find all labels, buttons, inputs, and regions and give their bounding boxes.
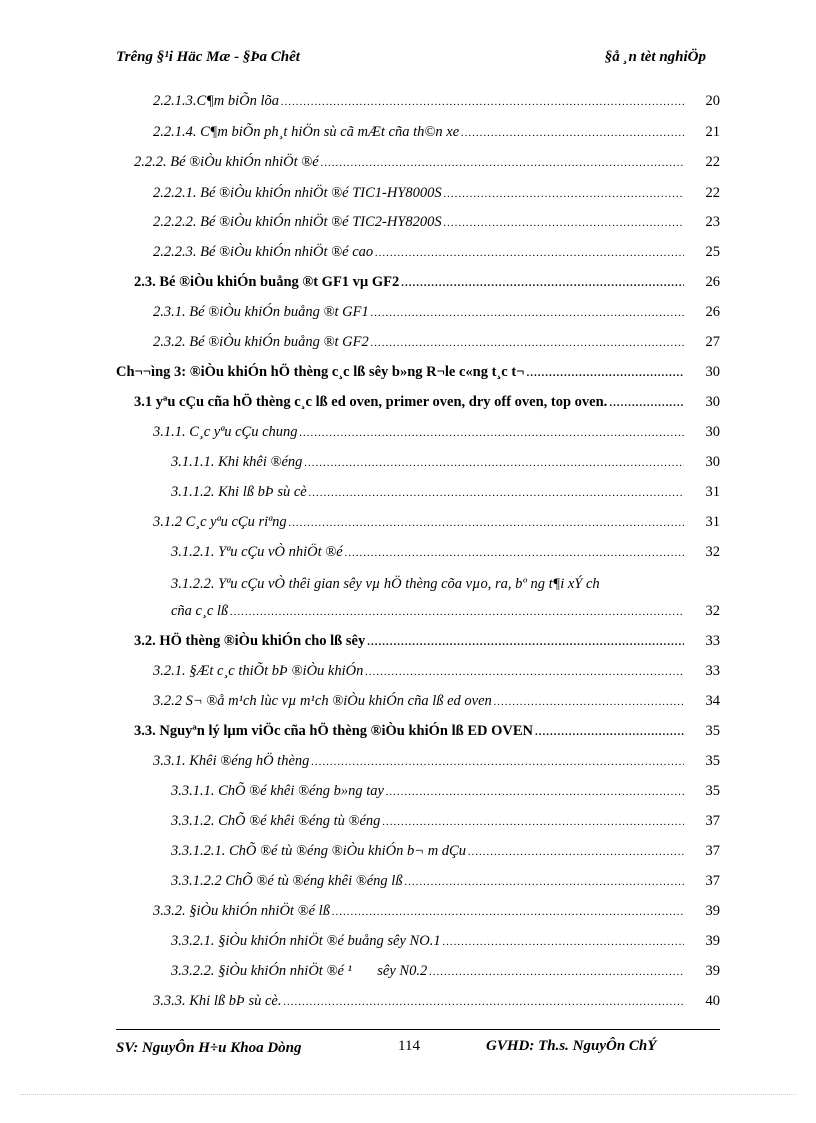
header-left: Trêng §¹i Häc Mæ - §Þa Chêt: [116, 49, 300, 65]
toc-entry-label: 3.3.1.2.2 ChÕ ®é tù ®éng khêi ®éng lß: [171, 873, 403, 889]
toc-leader-dots: [367, 633, 684, 650]
toc-entry-page: 35: [705, 753, 720, 769]
toc-entry-page: 20: [705, 93, 720, 109]
toc-entry-page: 39: [705, 963, 720, 979]
toc-leader-dots: [365, 663, 684, 680]
toc-entry: [171, 544, 720, 572]
toc-entry-label: 3.3.2.2. §iÒu khiÓn nhiÖt ®é ¹ sêy N0.2: [171, 963, 428, 979]
toc-entry: [153, 304, 720, 332]
toc-entry-label: 3.1 yªu cÇu cña hÖ thèng c¸c lß ed oven, primer oven, dry off oven, top oven.: [134, 394, 608, 410]
toc-entry-label: 3.1.1.2. Khi lß bÞ sù cè: [171, 484, 307, 500]
toc-entry-label: 2.3.1. Bé ®iÒu khiÓn buång ®t GF1: [153, 304, 369, 320]
toc-leader-dots: [526, 364, 684, 381]
toc-entry: [153, 214, 720, 242]
footer-student: SV: NguyÔn H÷u Khoa Dòng: [116, 1040, 302, 1056]
toc-entry: [153, 124, 720, 152]
toc-entry-label: 2.2.2. Bé ®iÒu khiÓn nhiÖt ®é: [134, 154, 319, 170]
toc-leader-dots: [444, 214, 684, 231]
toc-leader-dots: [321, 154, 684, 171]
toc-entry: [134, 154, 720, 182]
toc-entry-label: 2.3.2. Bé ®iÒu khiÓn buång ®t GF2: [153, 334, 369, 350]
toc-entry-label: 3.1.1.1. Khi khêi ®éng: [171, 454, 303, 470]
toc-leader-dots: [371, 304, 684, 321]
toc-entry: [171, 603, 720, 631]
toc-entry: [153, 753, 720, 781]
toc-entry-page: 32: [705, 603, 720, 619]
toc-entry: [134, 394, 720, 422]
toc-entry-label: 3.3.2.1. §iÒu khiÓn nhiÖt ®é buång sêy NO.1: [171, 933, 441, 949]
toc-leader-dots: [405, 873, 684, 890]
toc-entry: [171, 454, 720, 482]
toc-leader-dots: [345, 544, 684, 561]
toc-entry: [153, 514, 720, 542]
toc-leader-dots: [375, 244, 684, 261]
toc-entry-label: 2.2.2.2. Bé ®iÒu khiÓn nhiÖt ®é TIC2-HY8200S: [153, 214, 442, 230]
toc-entry: [171, 933, 720, 961]
toc-leader-dots: [386, 783, 684, 800]
footer-supervisor: GVHD: Th.s. NguyÔn ChÝ: [486, 1038, 657, 1054]
toc-entry: [134, 274, 720, 302]
toc-entry: [153, 663, 720, 691]
toc-leader-dots: [461, 124, 684, 141]
toc-entry-label: 3.2. HÖ thèng ®iÒu khiÓn cho lß sêy: [134, 633, 366, 649]
toc-leader-dots: [494, 693, 684, 710]
header-right: §å ¸n tèt nghiÖp: [604, 49, 706, 65]
footer-divider: [116, 1029, 720, 1030]
toc-entry-page: 35: [705, 723, 720, 739]
toc-entry-label: 3.3.1. Khêi ®éng hÖ thèng: [153, 753, 310, 769]
toc-entry: [171, 843, 720, 871]
toc-entry-page: 33: [705, 633, 720, 649]
toc-leader-dots: [535, 723, 684, 740]
toc-entry-page: 22: [705, 185, 720, 201]
toc-entry: [153, 903, 720, 931]
toc-entry-page: 30: [705, 454, 720, 470]
toc-entry-page: 39: [705, 903, 720, 919]
toc-entry-label: 3.3.1.2. ChÕ ®é khêi ®éng tù ®éng: [171, 813, 381, 829]
toc-entry-page: 37: [705, 843, 720, 859]
toc-leader-dots: [281, 93, 684, 110]
toc-entry: [171, 484, 720, 512]
toc-entry-page: 37: [705, 813, 720, 829]
toc-entry-label-continued: cña c¸c lß: [171, 603, 229, 619]
toc-entry-page: 27: [705, 334, 720, 350]
toc-entry: [153, 185, 720, 213]
toc-entry-page: 23: [705, 214, 720, 230]
toc-entry-page: 32: [705, 544, 720, 560]
toc-entry-label: 3.3.3. Khi lß bÞ sù cè.: [153, 993, 282, 1009]
toc-entry-label: 3.3.2. §iÒu khiÓn nhiÖt ®é lß: [153, 903, 330, 919]
toc-entry-page: 22: [705, 154, 720, 170]
toc-entry-chapter: [116, 364, 720, 392]
toc-entry: [134, 723, 720, 751]
toc-entry-label: 2.3. Bé ®iÒu khiÓn buång ®t GF1 vµ GF2: [134, 274, 400, 290]
toc-entry-label: Ch¬¬ìng 3: ®iÒu khiÓn hÖ thèng c¸c lß sêy b»ng R¬le c«ng t¸c t¬: [116, 364, 525, 380]
toc-entry-label: 2.2.1.3.C¶m biÕn lõa: [153, 93, 280, 109]
toc-entry-page: 35: [705, 783, 720, 799]
toc-entry-page: 21: [705, 124, 720, 140]
toc-entry-page: 26: [705, 274, 720, 290]
page-edge-divider: [20, 1094, 796, 1095]
toc-leader-dots: [444, 185, 684, 202]
toc-entry-page: 31: [705, 484, 720, 500]
toc-entry: [171, 963, 720, 991]
toc-entry-page: 31: [705, 514, 720, 530]
toc-entry-label: 3.3.1.1. ChÕ ®é khêi ®éng b»ng tay: [171, 783, 384, 799]
toc-entry: [153, 424, 720, 452]
toc-entry: [153, 244, 720, 272]
toc-entry-line1: [171, 570, 720, 598]
toc-entry-page: 30: [705, 364, 720, 380]
toc-leader-dots: [289, 514, 684, 531]
toc-leader-dots: [300, 424, 684, 441]
toc-entry-label: 3.2.2 S¬ ®å m¹ch lùc vµ m¹ch ®iÒu khiÓn cña lß ed oven: [153, 693, 492, 709]
toc-entry-label: 3.1.2.2. Yªu cÇu vÒ thêi gian sêy vµ hÖ thèng cõa vµo, ra, bº ng t¶i xÝ ch: [171, 576, 600, 592]
toc-entry-page: 30: [705, 424, 720, 440]
toc-leader-dots: [468, 843, 684, 860]
toc-entry-page: 34: [705, 693, 720, 709]
page-number: 114: [398, 1038, 420, 1054]
toc-entry: [171, 873, 720, 901]
toc-entry-page: 30: [705, 394, 720, 410]
toc-entry-page: 25: [705, 244, 720, 260]
toc-leader-dots: [230, 603, 684, 620]
toc-entry-page: 37: [705, 873, 720, 889]
toc-entry-label: 3.1.1. C¸c yªu cÇu chung: [153, 424, 298, 440]
toc-leader-dots: [309, 484, 684, 501]
toc-leader-dots: [443, 933, 684, 950]
toc-entry-label: 3.3. Nguyªn lý lµm viÖc cña hÖ thèng ®iÒu khiÓn lß ED OVEN: [134, 723, 533, 739]
toc-entry: [153, 693, 720, 721]
toc-entry-label: 2.2.1.4. C¶m biÕn ph¸t hiÖn sù cã mÆt cña th©n xe: [153, 124, 460, 140]
toc-entry-label: 3.1.2.1. Yªu cÇu vÒ nhiÖt ®é: [171, 544, 343, 560]
toc-entry-page: 26: [705, 304, 720, 320]
toc-entry-label: 3.2.1. §Æt c¸c thiÕt bÞ ®iÒu khiÓn: [153, 663, 364, 679]
toc-entry-label: 3.3.1.2.1. ChÕ ®é tù ®éng ®iÒu khiÓn b¬ m dÇu: [171, 843, 466, 859]
toc-leader-dots: [382, 813, 684, 830]
toc-leader-dots: [283, 993, 684, 1010]
toc-entry-label: 3.1.2 C¸c yªu cÇu riªng: [153, 514, 287, 530]
toc-leader-dots: [401, 274, 684, 291]
toc-entry: [134, 633, 720, 661]
toc-entry-page: 39: [705, 933, 720, 949]
toc-entry-label: 2.2.2.1. Bé ®iÒu khiÓn nhiÖt ®é TIC1-HY8000S: [153, 185, 442, 201]
toc-entry-page: 40: [705, 993, 720, 1009]
toc-leader-dots: [429, 963, 684, 980]
toc-entry: [171, 813, 720, 841]
toc-entry: [171, 783, 720, 811]
toc-entry-label: 2.2.2.3. Bé ®iÒu khiÓn nhiÖt ®é cao: [153, 244, 374, 260]
toc-entry: [153, 93, 720, 121]
toc-leader-dots: [311, 753, 684, 770]
toc-entry: [153, 993, 720, 1021]
toc-leader-dots: [371, 334, 684, 351]
toc-leader-dots: [609, 394, 684, 411]
toc-leader-dots: [332, 903, 684, 920]
toc-entry-page: 33: [705, 663, 720, 679]
toc-leader-dots: [304, 454, 684, 471]
toc-entry: [153, 334, 720, 362]
